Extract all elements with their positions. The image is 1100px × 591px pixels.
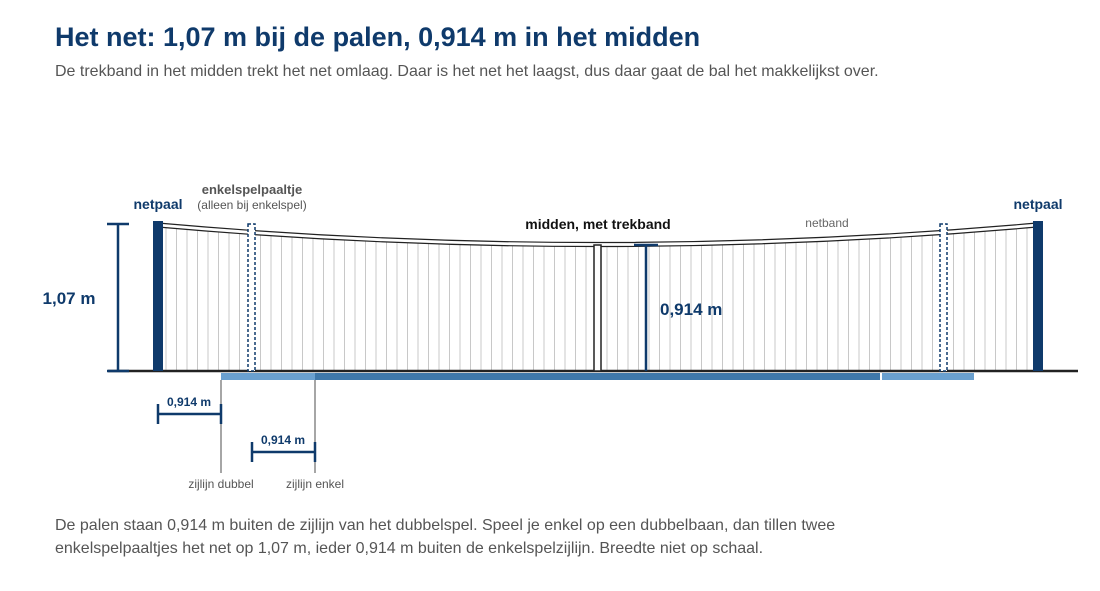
singles-sideline-label: zijlijn enkel	[285, 477, 345, 491]
singles-stick-label: enkelspelpaaltje	[201, 182, 303, 197]
center-height-dimension	[634, 245, 658, 371]
page-title: Het net: 1,07 m bij de palen, 0,914 m in het midden	[55, 22, 701, 52]
singles-stick-note: (alleen bij enkelspel)	[197, 198, 307, 212]
offset-doubles-label: 0,914 m	[166, 395, 212, 409]
post-label-right: netpaal	[1013, 196, 1063, 212]
singles-stick-left	[248, 224, 255, 371]
court-doubles-alley-right	[882, 373, 974, 380]
post-height-dimension	[107, 224, 129, 371]
court-singles-area	[315, 373, 880, 380]
doubles-sideline-label: zijlijn dubbel	[188, 477, 254, 491]
singles-stick-right	[940, 224, 947, 371]
post-height-label: 1,07 m	[42, 289, 96, 308]
net-band-label: netband	[805, 216, 849, 230]
caption: De palen staan 0,914 m buiten de zijlijn van het dubbelspel. Speel je enkel op een dubbelbaan, dan tillen twee enkelspelpaaltjes het net op 1,07 m, ieder 0,914 m buiten de enkelspelzijlijn. Breedte niet op schaal.	[55, 517, 836, 557]
net-post-left	[153, 221, 163, 371]
offset-singles-label: 0,914 m	[260, 433, 306, 447]
center-label: midden, met trekband	[525, 216, 671, 232]
page-subtitle: De trekband in het midden trekt het net omlaag. Daar is het net het laagst, dus daar gaat de bal het makkelijkst over.	[55, 63, 879, 80]
post-label-left: netpaal	[133, 196, 183, 212]
center-strap	[594, 245, 601, 371]
center-height-label: 0,914 m	[660, 300, 723, 319]
court-doubles-alley-left	[221, 373, 315, 380]
net-post-right	[1033, 221, 1043, 371]
